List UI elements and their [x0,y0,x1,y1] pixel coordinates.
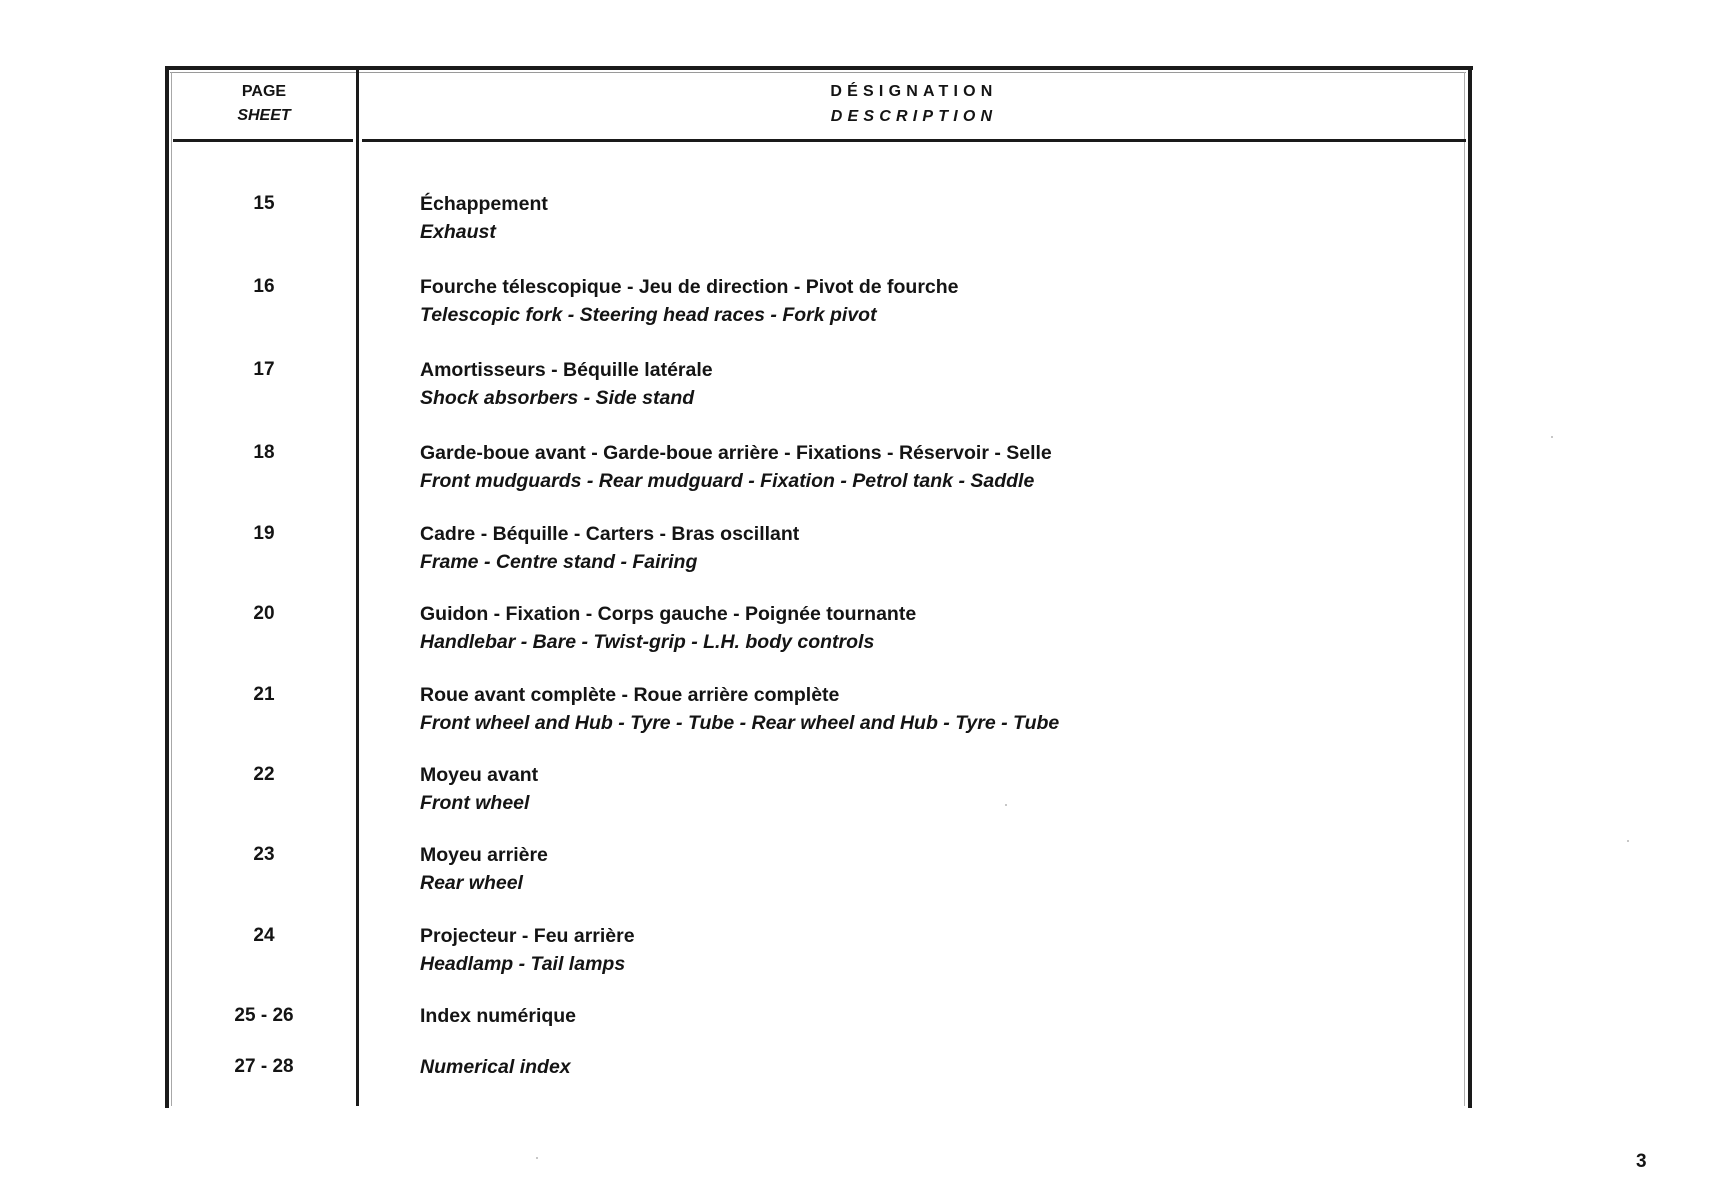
row-description-fr: Moyeu avant [420,764,539,786]
header-rule-description-column [362,139,1466,142]
table-row [0,359,1714,419]
row-index-label-en: Numerical index [420,1056,571,1078]
row-description-fr: Échappement [420,193,548,215]
row-page-number: 18 [253,442,275,463]
table-row [0,764,1714,824]
table-row [0,442,1714,502]
row-description-fr: Cadre - Béquille - Carters - Bras oscillant [420,523,800,545]
table-row [0,193,1714,253]
row-description-fr: Amortisseurs - Béquille latérale [420,359,713,381]
table-top-border [165,66,1473,70]
row-page-number: 22 [253,764,275,785]
row-page-range: 27 - 28 [234,1056,294,1077]
header-description-label: DESCRIPTION [830,108,998,125]
table-row [0,603,1714,663]
row-description-fr: Moyeu arrière [420,844,548,866]
row-index-label-fr: Index numérique [420,1005,577,1027]
header-rule-page-column [173,139,353,142]
row-page-number: 21 [253,684,275,705]
table-row-index [0,1056,1714,1116]
table-row [0,523,1714,583]
table-row [0,844,1714,904]
row-description-en: Headlamp - Tail lamps [420,953,626,975]
row-description-en: Exhaust [420,221,496,243]
table-top-inner-rule [170,72,1466,73]
row-page-range: 25 - 26 [234,1005,294,1026]
row-description-fr: Guidon - Fixation - Corps gauche - Poignée tournante [420,603,917,625]
row-description-fr: Roue avant complète - Roue arrière complète [420,684,840,706]
header-page-label: PAGE [241,83,287,100]
row-description-en: Front wheel [420,792,530,814]
row-page-number: 23 [253,844,275,865]
row-description-en: Shock absorbers - Side stand [420,387,695,409]
row-description-en: Handlebar - Bare - Twist-grip - L.H. body controls [420,631,875,653]
row-description-fr: Projecteur - Feu arrière [420,925,635,947]
page-number: 3 [1636,1151,1647,1172]
row-page-number: 24 [253,925,275,946]
row-page-number: 20 [253,603,275,624]
row-description-fr: Garde-boue avant - Garde-boue arrière - Fixations - Réservoir - Selle [420,442,1052,464]
row-page-number: 17 [253,359,275,380]
row-description-en: Front mudguards - Rear mudguard - Fixation - Petrol tank - Saddle [420,470,1035,492]
table-row [0,925,1714,985]
header-designation-label: DÉSIGNATION [830,83,998,100]
row-page-number: 19 [253,523,275,544]
row-page-number: 15 [253,193,275,214]
table-row [0,276,1714,336]
scan-speck [1551,436,1553,438]
row-description-en: Telescopic fork - Steering head races - Fork pivot [420,304,877,326]
table-row [0,684,1714,744]
scan-speck [1627,840,1629,842]
scan-speck [536,1157,538,1159]
header-sheet-label: SHEET [237,107,291,124]
scan-speck [1005,804,1007,806]
row-description-en: Frame - Centre stand - Fairing [420,551,698,573]
row-page-number: 16 [253,276,275,297]
row-description-fr: Fourche télescopique - Jeu de direction - Pivot de fourche [420,276,959,298]
row-description-en: Front wheel and Hub - Tyre - Tube - Rear wheel and Hub - Tyre - Tube [420,712,1060,734]
row-description-en: Rear wheel [420,872,523,894]
